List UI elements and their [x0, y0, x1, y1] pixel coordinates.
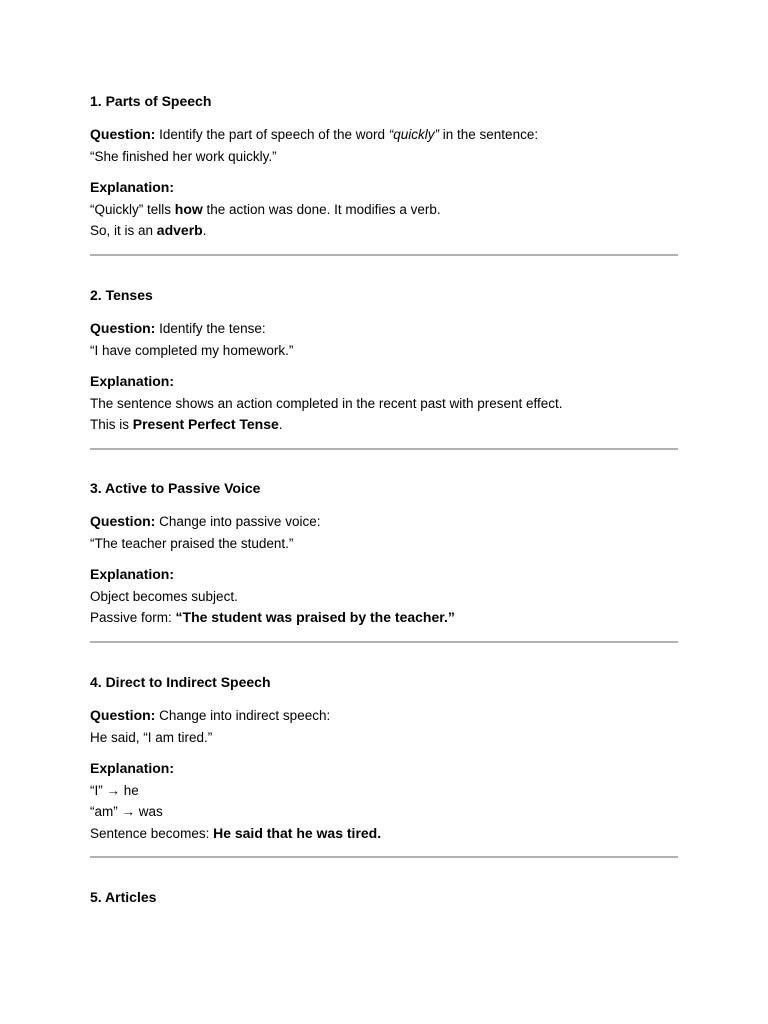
section-title: 4. Direct to Indirect Speech [90, 674, 271, 690]
question-label: Question: [90, 126, 156, 142]
explanation-text-post: the action was done. It modifies a verb. [202, 201, 441, 217]
section-direct-indirect [90, 674, 381, 844]
answer-emphasis: Present Perfect Tense [132, 416, 279, 432]
question-sentence: He said, “I am tired.” [90, 729, 213, 745]
explanation-line [90, 199, 538, 221]
explanation-line [90, 607, 455, 629]
explanation-text: This is [90, 417, 133, 432]
explanation-emphasis: how [174, 200, 203, 217]
answer-emphasis: He said that he was tired. [213, 824, 382, 841]
question-sentence: “I have completed my homework.” [90, 342, 294, 358]
question-text: Identify the tense: [159, 321, 266, 336]
section-divider [90, 641, 678, 643]
explanation-text: So, it is an [90, 223, 157, 238]
question-italic-word: “quickly” [388, 127, 440, 142]
section-divider [90, 448, 678, 450]
question-label: Question: [90, 707, 156, 723]
explanation-label: Explanation: [90, 373, 175, 389]
section-title: 1. Parts of Speech [90, 93, 212, 109]
section-active-passive [90, 480, 455, 629]
explanation-line: Object becomes subject. [90, 588, 238, 604]
question-sentence: “She finished her work quickly.” [90, 148, 277, 164]
section-tenses [90, 287, 563, 436]
question-line [90, 511, 455, 533]
explanation-line: “am” → was [90, 804, 163, 819]
explanation-text: Passive form: [90, 610, 176, 625]
section-divider [90, 254, 678, 256]
section-parts-of-speech [90, 93, 538, 242]
explanation-line: The sentence shows an action completed in the recent past with present effect. [90, 395, 563, 411]
section-title: 2. Tenses [90, 287, 153, 303]
section-title: 5. Articles [90, 889, 157, 905]
question-label: Question: [90, 513, 156, 529]
explanation-label: Explanation: [90, 760, 175, 776]
explanation-text-post: . [278, 417, 283, 432]
question-text: Identify the part of speech of the word [159, 127, 389, 142]
explanation-text: “Quickly” tells [90, 201, 175, 217]
explanation-text: Sentence becomes: [90, 825, 214, 841]
question-line [90, 705, 381, 727]
explanation-line [90, 823, 381, 845]
question-label: Question: [90, 320, 156, 336]
question-text: Change into indirect speech: [159, 708, 331, 723]
explanation-label: Explanation: [90, 566, 175, 582]
question-text-post: in the sentence: [439, 127, 539, 142]
explanation-label: Explanation: [90, 179, 175, 195]
question-line [90, 124, 538, 146]
section-divider [90, 856, 678, 858]
section-title: 3. Active to Passive Voice [90, 480, 261, 496]
question-sentence: “The teacher praised the student.” [90, 535, 294, 551]
answer-emphasis: “The student was praised by the teacher.” [175, 609, 455, 625]
answer-emphasis: adverb [156, 222, 203, 238]
section-articles [90, 889, 156, 906]
question-text: Change into passive voice: [159, 514, 321, 529]
explanation-text-post: . [202, 223, 207, 238]
question-line [90, 318, 563, 340]
explanation-line [90, 220, 538, 242]
explanation-line [90, 414, 563, 436]
explanation-line: “I” → he [90, 782, 139, 798]
